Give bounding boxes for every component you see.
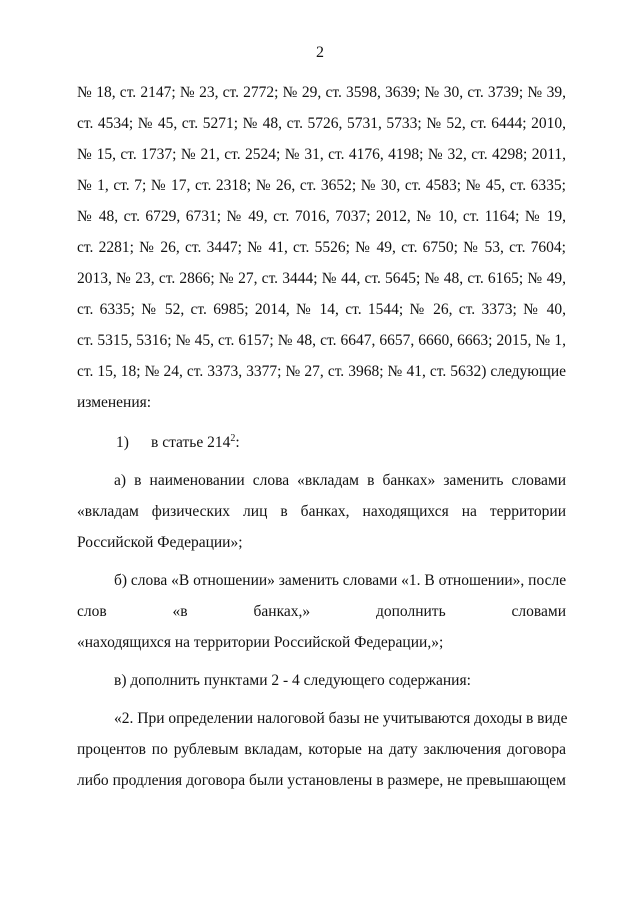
body-line: ст. 15, 18; № 24, ст. 3373, 3377; № 27, ст. 3968; № 41, ст. 5632) следующие: [77, 363, 566, 380]
body-line: 2013, № 23, ст. 2866; № 27, ст. 3444; № 44, ст. 5645; № 48, ст. 6165; № 49,: [77, 270, 566, 287]
page-number: 2: [316, 44, 324, 61]
body-line: ст. 4534; № 45, ст. 5271; № 48, ст. 5726, 5731, 5733; № 52, ст. 6444; 2010,: [77, 115, 566, 132]
paragraph-c-line: в) дополнить пунктами 2 - 4 следующего содержания:: [114, 672, 471, 689]
body-line: № 15, ст. 1737; № 21, ст. 2524; № 31, ст. 4176, 4198; № 32, ст. 4298; 2011,: [77, 146, 566, 163]
paragraph-a-line: а) в наименовании слова «вкладам в банках» заменить словами: [114, 472, 566, 489]
paragraph-2-line: «2. При определении налоговой базы не учитываются доходы в виде: [114, 710, 568, 727]
list-item-number: 1): [116, 434, 129, 451]
paragraph-b-line: слов «в банках,» дополнить словами: [77, 603, 566, 620]
body-line: ст. 6335; № 52, ст. 6985; 2014, № 14, ст. 1544; № 26, ст. 3373; № 40,: [77, 301, 566, 318]
paragraph-b-line: б) слова «В отношении» заменить словами «1. В отношении», после: [114, 572, 567, 589]
body-line: № 18, ст. 2147; № 23, ст. 2772; № 29, ст. 3598, 3639; № 30, ст. 3739; № 39,: [77, 84, 566, 101]
body-line: № 1, ст. 7; № 17, ст. 2318; № 26, ст. 3652; № 30, ст. 4583; № 45, ст. 6335;: [77, 177, 566, 194]
paragraph-2-line: либо продления договора были установлены в размере, не превышающем: [77, 772, 566, 789]
body-line: № 48, ст. 6729, 6731; № 49, ст. 7016, 7037; 2012, № 10, ст. 1164; № 19,: [77, 208, 566, 225]
paragraph-a-line: Российской Федерации»;: [77, 534, 243, 551]
paragraph-a-line: «вкладам физических лиц в банках, находящихся на территории: [77, 503, 566, 520]
list-item-1: [77, 432, 566, 454]
body-line: изменения:: [77, 394, 152, 411]
body-line: ст. 5315, 5316; № 45, ст. 6157; № 48, ст. 6647, 6657, 6660, 6663; 2015, № 1,: [77, 332, 566, 349]
list-item-suffix: :: [235, 434, 240, 451]
paragraph-2-line: процентов по рублевым вкладам, которые на дату заключения договора: [77, 741, 566, 758]
list-item-text-main: в статье 214: [151, 434, 231, 451]
list-item-text: [151, 432, 240, 454]
body-line: ст. 2281; № 26, ст. 3447; № 41, ст. 5526; № 49, ст. 6750; № 53, ст. 7604;: [77, 239, 566, 256]
paragraph-b-line: «находящихся на территории Российской Федерации,»;: [77, 634, 444, 651]
superscript: 2: [230, 433, 236, 444]
